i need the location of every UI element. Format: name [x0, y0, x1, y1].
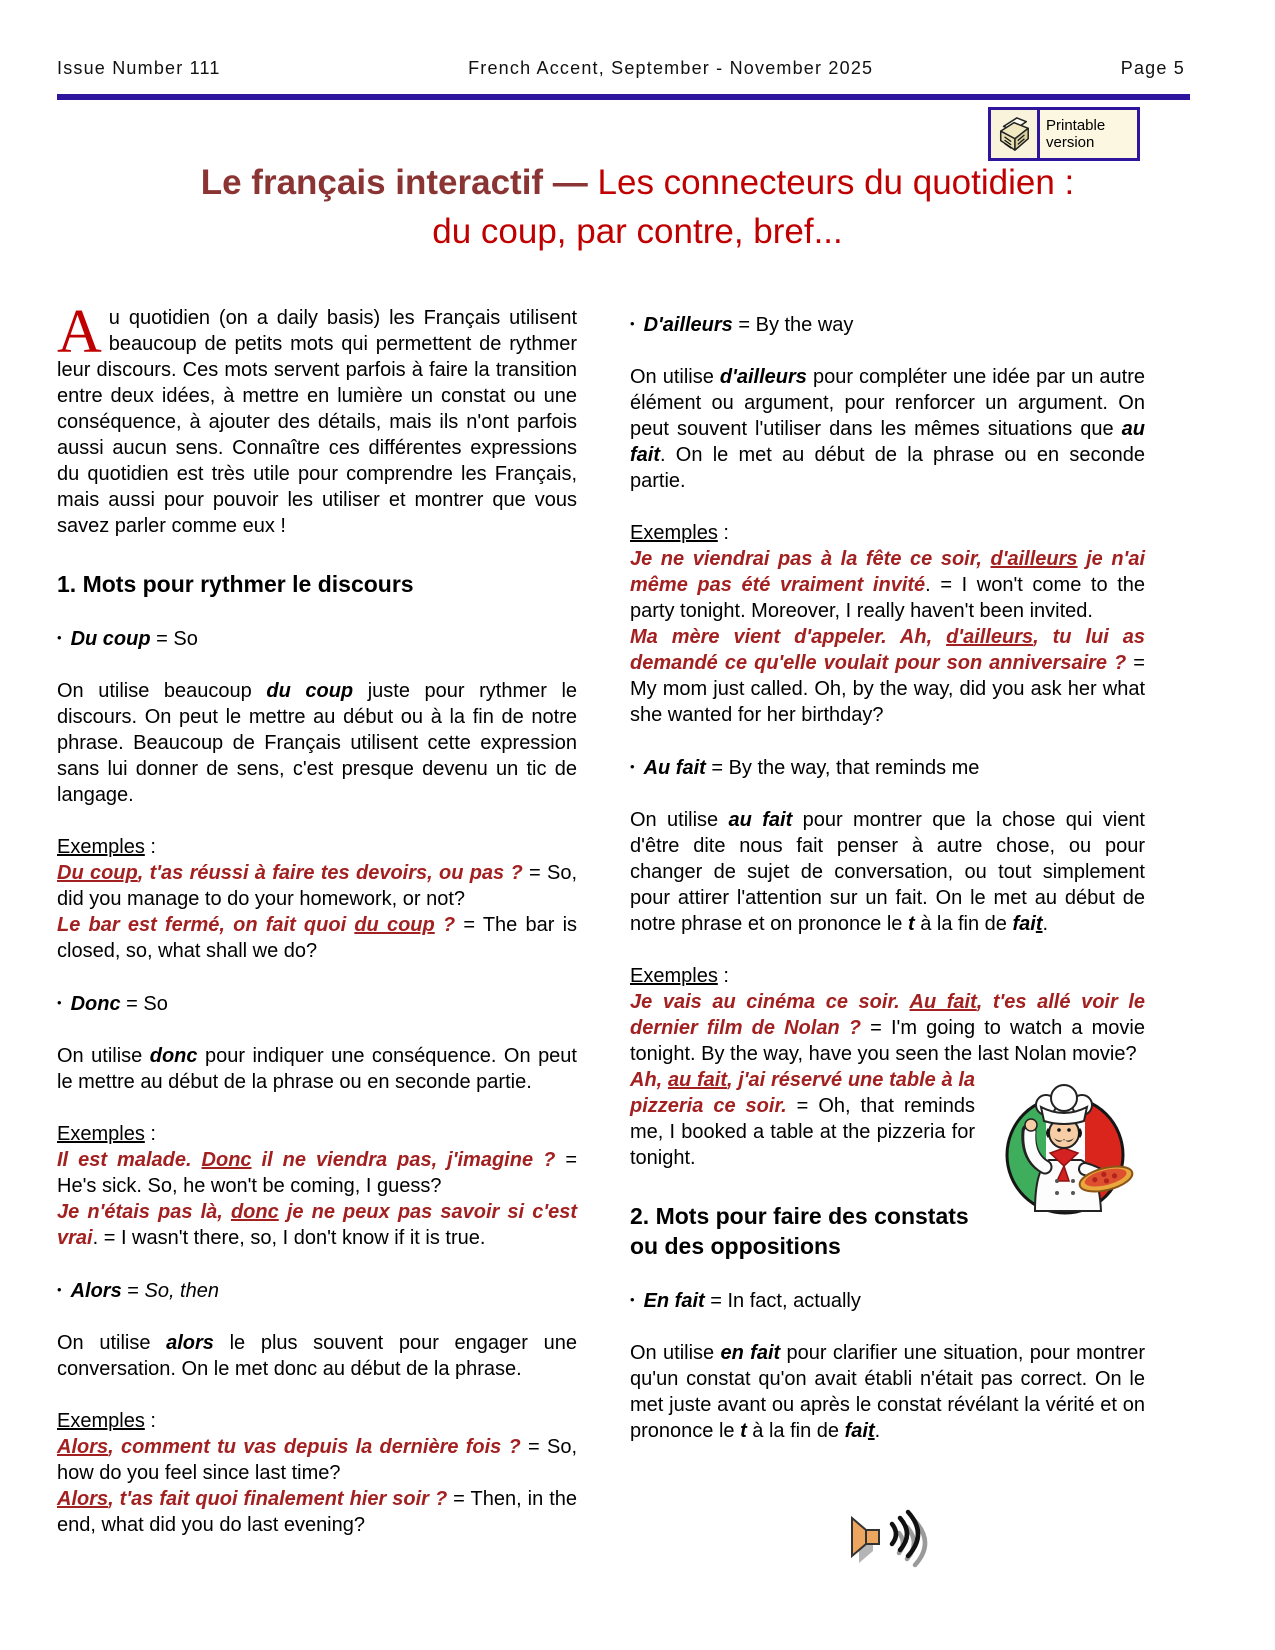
printer-icon [991, 110, 1040, 158]
printable-version-label: Printable version [1046, 117, 1106, 151]
examples-label: Exemples : [57, 1410, 156, 1432]
page-number: Page 5 [1120, 58, 1185, 78]
examples-label: Exemples : [57, 836, 156, 858]
section-1-heading: 1. Mots pour rythmer le discours [57, 571, 414, 597]
bullet-icon: • [630, 759, 635, 774]
term-enfait [630, 1287, 1145, 1314]
printable-version-button[interactable] [988, 107, 1140, 161]
italian-chef-pizza-image [987, 1069, 1139, 1219]
audio-row [630, 1508, 1145, 1581]
example: Le bar est fermé, on fait quoi du coup ? = The bar is closed, so, what shall we do? [57, 914, 578, 962]
article-title-main: Le français interactif — [200, 163, 598, 202]
header-divider [57, 94, 1190, 100]
example: Du coup, t'as réussi à faire tes devoirs, ou pas ? = So, did you manage to do your homework, or not? [57, 862, 578, 910]
examples-donc [57, 1121, 577, 1251]
example: Je vais au cinéma ce soir. Au fait, t'es allé voir le dernier film de Nolan ? = I'm going to watch a movie tonight. By the way, have you seen the last Nolan movie? [630, 991, 1145, 1065]
term-donc [57, 990, 577, 1017]
examples-label: Exemples : [57, 1123, 156, 1145]
term-alors-label: Alors = So, then [70, 1280, 219, 1302]
examples-dailleurs [630, 520, 1145, 728]
term-alors [57, 1277, 577, 1304]
term-donc-description: On utilise donc pour indiquer une conséquence. On peut le mettre au début de la phrase ou en seconde partie. [57, 1045, 577, 1093]
bullet-icon: • [630, 1292, 635, 1307]
page-header [57, 58, 1185, 79]
examples-aufait [630, 963, 1145, 1171]
term-enfait-label: En fait = In fact, actually [643, 1290, 861, 1312]
term-donc-label: Donc = So [70, 993, 168, 1015]
term-aufait-label: Au fait = By the way, that reminds me [643, 757, 980, 779]
article-title [0, 160, 1275, 258]
example: Alors, comment tu vas depuis la dernière fois ? = So, how do you feel since last time? [57, 1436, 578, 1484]
term-ducoup [57, 625, 577, 652]
section-2-heading-line1: 2. Mots pour faire des constats [630, 1203, 969, 1229]
examples-alors [57, 1408, 577, 1538]
audio-speaker-icon[interactable] [848, 1508, 928, 1581]
example: Alors, t'as fait quoi finalement hier soir ? = Then, in the end, what did you do last evening? [57, 1488, 577, 1536]
term-dailleurs-label: D'ailleurs = By the way [643, 314, 854, 336]
term-dailleurs-description: On utilise d'ailleurs pour compléter une idée par un autre élément ou argument, pour renforcer un argument. On peut souvent l'utiliser dans les mêmes situations que au fait. On le met au début de la phrase ou en seconde partie. [630, 366, 1145, 492]
term-dailleurs [630, 311, 1145, 338]
term-aufait [630, 754, 1145, 781]
bullet-icon: • [630, 316, 635, 331]
term-ducoup-description: On utilise beaucoup du coup juste pour rythmer le discours. On peut le mettre au début ou à la fin de notre phrase. Beaucoup de Français utilisent cette expression sans lui donner de sens, c'est presque devenu un tic de langage. [57, 680, 578, 806]
drop-cap: A [57, 298, 102, 366]
article-title-line2: du coup, par contre, bref... [432, 212, 843, 251]
term-aufait-description: On utilise au fait pour montrer que la chose qui vient d'être dite nous fait penser à autre chose, ou pour changer de sujet de conversation, ou tout simplement pour attirer l'attention sur un fait. On le met au début de notre phrase et on prononce le t à la fin de fait. [630, 809, 1145, 935]
section-2-heading-line2: ou des oppositions [630, 1233, 841, 1259]
bullet-icon: • [57, 630, 62, 645]
examples-ducoup [57, 834, 577, 964]
issue-number: Issue Number 111 [57, 58, 221, 78]
example: Ma mère vient d'appeler. Ah, d'ailleurs, tu lui as demandé ce qu'elle voulait pour son anniversaire ? = My mom just called. Oh, by the way, did you ask her what she wanted for her birthday? [630, 626, 1145, 726]
example: Je n'étais pas là, donc je ne peux pas savoir si c'est vrai. = I wasn't there, so, I don't know if it is true. [57, 1201, 578, 1249]
examples-label: Exemples : [630, 522, 729, 544]
intro-text: u quotidien (on a daily basis) les Français utilisent beaucoup de petits mots qui permettent de rythmer leur discours. Ces mots servent parfois à faire la transition entre deux idées, à mettre en lumière un constat ou une conséquence, à ajouter des détails, mais ils n'ont parfois aussi aucun sens. Connaître ces différentes expressions du quotidien est très utile pour comprendre les Français, mais aussi pour pouvoir les utiliser et montrer que vous savez parler comme eux ! [57, 307, 577, 537]
example: Il est malade. Donc il ne viendra pas, j'imagine ? = He's sick. So, he won't be coming, I guess? [57, 1149, 578, 1197]
examples-label: Exemples : [630, 965, 729, 987]
intro-paragraph [57, 298, 577, 539]
article-title-sub: Les connecteurs du quotidien : [597, 163, 1075, 202]
article-body [57, 298, 1145, 1581]
bullet-icon: • [57, 1282, 62, 1297]
term-alors-description: On utilise alors le plus souvent pour engager une conversation. On le met donc au début de la phrase. [57, 1332, 577, 1380]
example: Je ne viendrai pas à la fête ce soir, d'ailleurs je n'ai même pas été vraiment invité. = I won't come to the party tonight. Moreover, I really haven't been invited. [630, 548, 1145, 622]
right-column [630, 305, 1145, 1581]
term-ducoup-label: Du coup = So [70, 628, 198, 650]
left-column [57, 298, 578, 1581]
term-enfait-description: On utilise en fait pour clarifier une situation, pour montrer qu'un constat qu'on avait établi n'était pas correct. On le met juste avant ou après le constat révélant la vérité et on prononce le t à la fin de fait. [630, 1342, 1145, 1442]
example: Ah, au fait, j'ai réservé une table à la pizzeria ce soir. = Oh, that reminds me, I booked a table at the pizzeria for tonight. [630, 1069, 975, 1169]
bullet-icon: • [57, 995, 62, 1010]
journal-title: French Accent, September - November 2025 [468, 58, 874, 78]
